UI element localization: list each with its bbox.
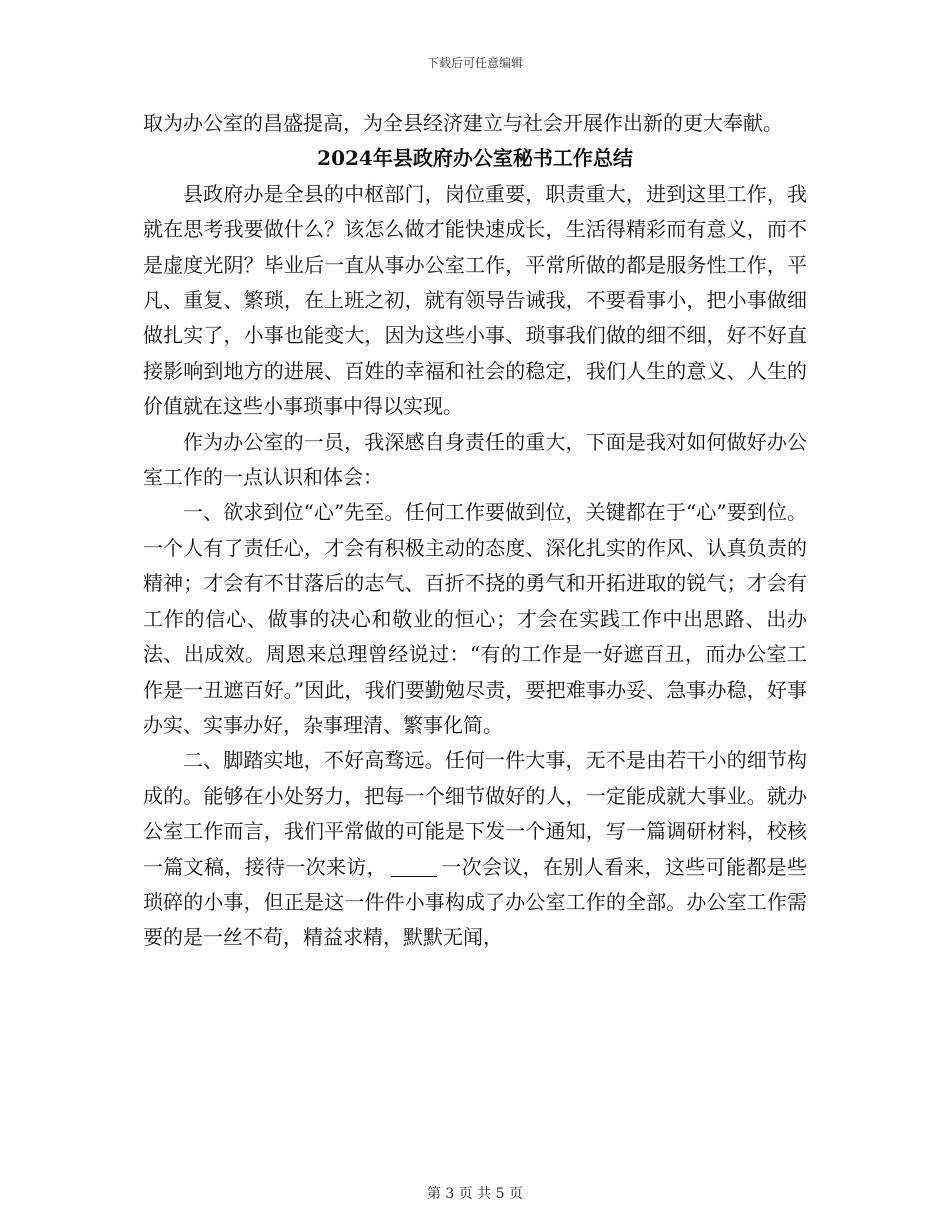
paragraph-point-two bbox=[143, 743, 807, 955]
continuation-paragraph: 取为办公室的昌盛提高，为全县经济建立与社会开展作出新的更大奉献。 bbox=[143, 111, 783, 135]
paragraph-point-two-text-b: 一次会议，在别人看来，这些可能都是些琐碎的小事，但正是这一件件小事构成了办公室工作的全部。办公室工作需要的是一丝不苟，精益求精，默默无闻， bbox=[143, 854, 807, 950]
document-body bbox=[143, 106, 807, 956]
paragraph-point-two-text-a: 二、脚踏实地，不好高骛远。任何一件大事，无不是由若干小的细节构成的。能够在小处努力，把每一个细节做好的人，一定能成就大事业。就办公室工作而言，我们平常做的可能是下发一个通知，写一篇调研材料，校核一篇文稿，接待一次来访， bbox=[143, 748, 807, 879]
document-title: 2024年县政府办公室秘书工作总结 bbox=[317, 146, 633, 171]
paragraph-point-one: 一、欲求到位“心”先至。任何工作要做到位，关键都在于“心”要到位。一个人有了责任心，才会有积极主动的态度、深化扎实的作风、认真负责的精神；才会有不甘落后的志气、百折不挠的勇气和开拓进取的锐气；才会有工作的信心、做事的决心和敬业的恒心；才会在实践工作中出思路、出办法、出成效。周恩来总理曾经说过：“有的工作是一好遮百丑，而办公室工作是一丑遮百好。”因此，我们要勤勉尽责，要把难事办妥、急事办稳，好事办实、实事办好，杂事理清、繁事化简。 bbox=[143, 500, 807, 737]
page-header: 下载后可任意编辑 bbox=[426, 56, 523, 70]
paragraph-responsibility: 作为办公室的一员，我深感自身责任的重大，下面是我对如何做好办公室工作的一点认识和体会： bbox=[143, 429, 807, 490]
fill-in-blank bbox=[391, 856, 437, 877]
paragraph-intro: 县政府办是全县的中枢部门，岗位重要，职责重大，进到这里工作，我就在思考我要做什么？该怎么做才能快速成长，生活得精彩而有意义，而不是虚度光阴？毕业后一直从事办公室工作，平常所做的都是服务性工作，平凡、重复、繁琐，在上班之初，就有领导告诫我，不要看事小，把小事做细做扎实了，小事也能变大，因为这些小事、琐事我们做的细不细，好不好直接影响到地方的进展、百姓的幸福和社会的稳定，我们人生的意义、人生的价值就在这些小事琐事中得以实现。 bbox=[143, 181, 807, 419]
page-number: 第 3 页 共 5 页 bbox=[426, 1186, 524, 1202]
